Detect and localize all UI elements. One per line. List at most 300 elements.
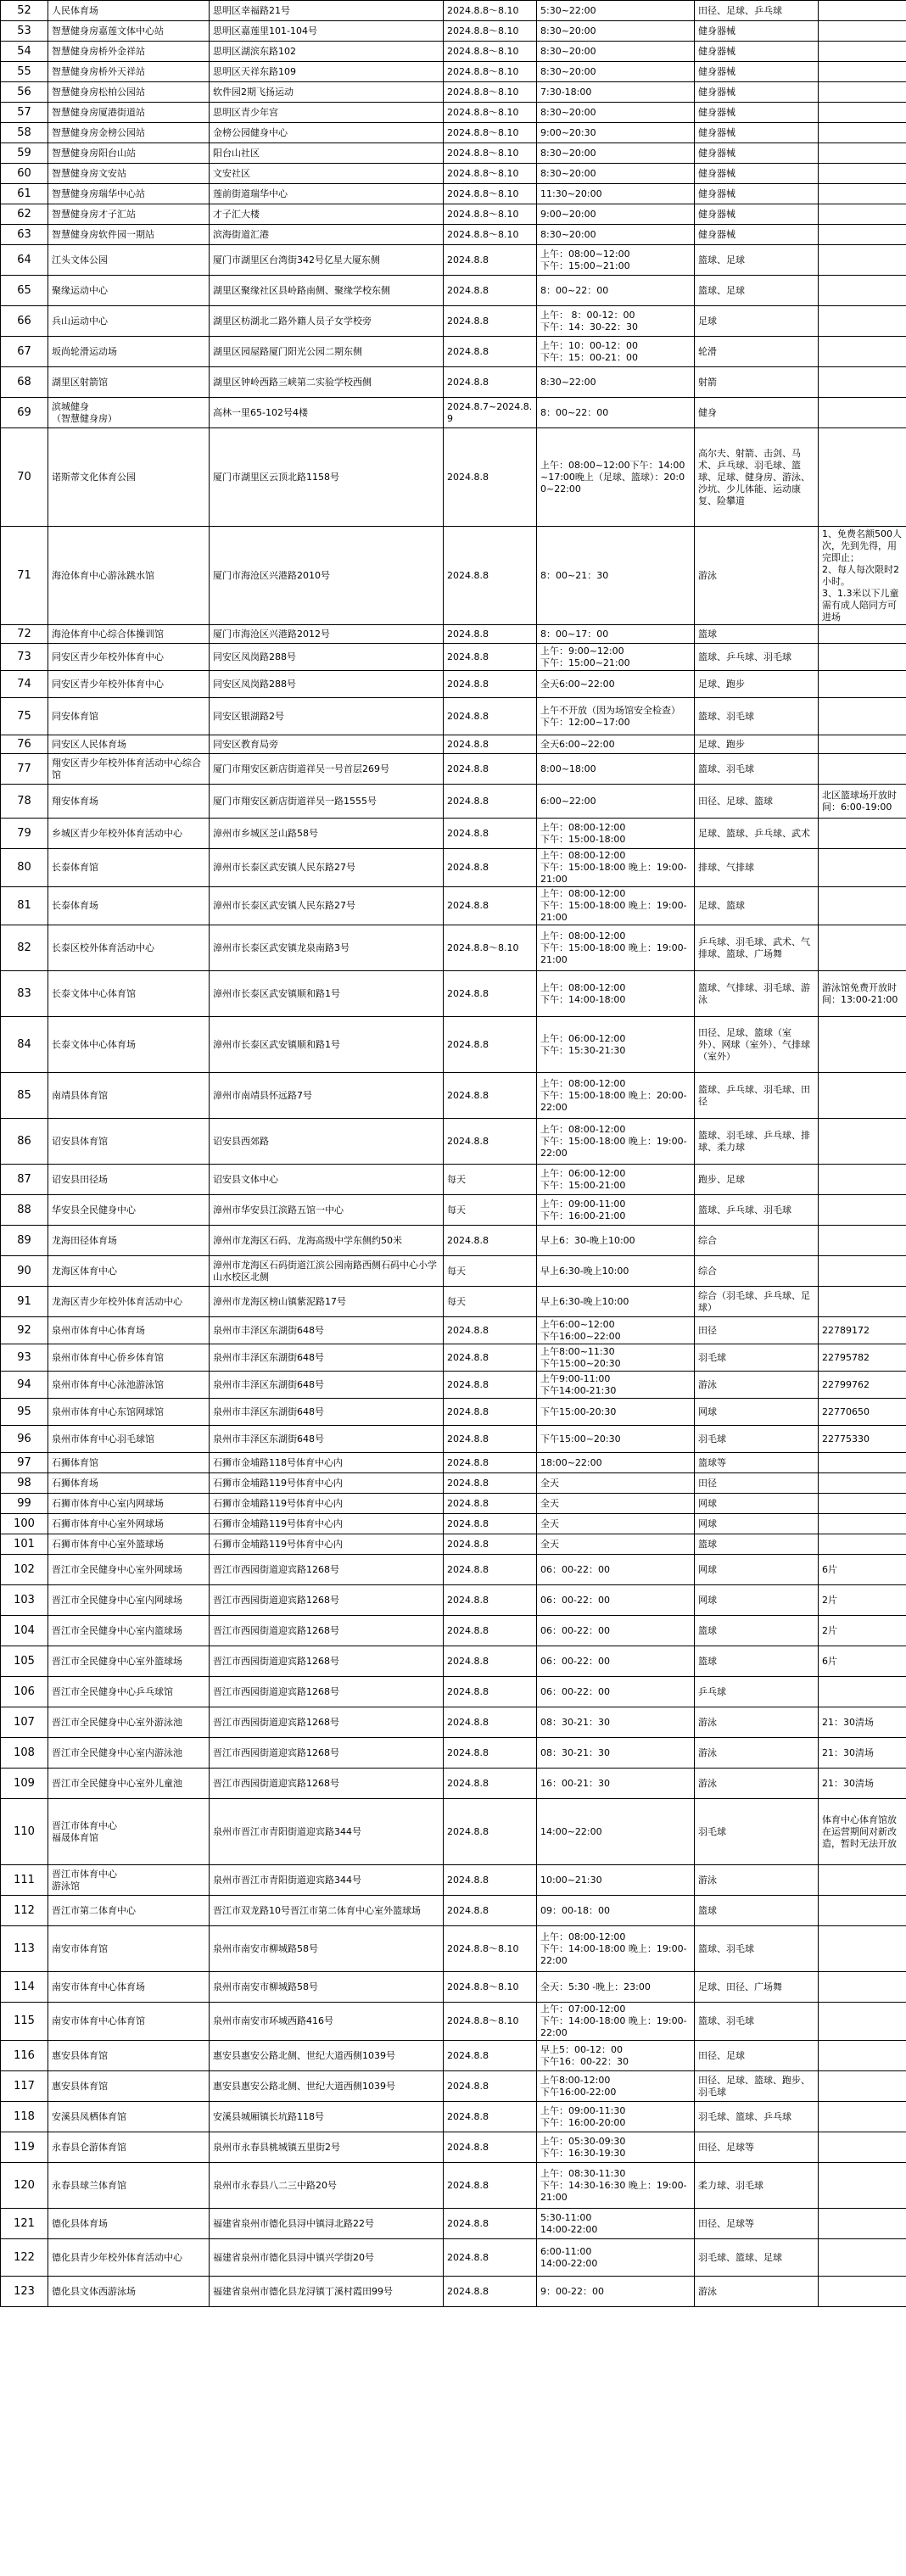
open-hours: 08：30-21：30 <box>537 1707 695 1738</box>
open-hours: 全天6:00~22:00 <box>537 671 695 698</box>
open-date: 2024.8.8 <box>444 2041 537 2071</box>
table-body <box>1 1 906 2307</box>
open-date: 2024.8.8～8.10 <box>444 143 537 164</box>
venue-name: 泉州市体育中心东馆网球馆 <box>48 1399 210 1426</box>
venue-name: 同安体育馆 <box>48 698 210 735</box>
venue-name: 泉州市体育中心羽毛球馆 <box>48 1426 210 1453</box>
venue-address: 晋江市双龙路10号晋江市第二体育中心室外篮球场 <box>210 1896 444 1926</box>
open-hours: 6:00~22:00 <box>537 785 695 819</box>
open-date: 2024.8.8 <box>444 2132 537 2163</box>
remark: 22775330 <box>819 1426 906 1453</box>
sport-items: 排球、气排球 <box>695 849 819 887</box>
row-number: 92 <box>1 1317 48 1344</box>
table-row <box>1 1119 906 1165</box>
venue-name: 晋江市全民健身中心室外网球场 <box>48 1555 210 1585</box>
open-hours: 8:30~20:00 <box>537 62 695 82</box>
table-row <box>1 2163 906 2209</box>
open-date: 2024.8.8 <box>444 1399 537 1426</box>
venue-name: 长泰体育馆 <box>48 849 210 887</box>
open-hours: 上午：05:30-09:30 下午：16:30-19:30 <box>537 2132 695 2163</box>
remark <box>819 103 906 123</box>
row-number: 63 <box>1 225 48 245</box>
remark <box>819 276 906 306</box>
remark <box>819 2132 906 2163</box>
venue-name: 安溪县凤栖体育馆 <box>48 2102 210 2132</box>
venue-name: 翔安区青少年校外体育活动中心综合馆 <box>48 754 210 785</box>
sport-items: 篮球、气排球、羽毛球、游泳 <box>695 971 819 1017</box>
open-hours: 8:30~20:00 <box>537 42 695 62</box>
open-hours: 上午：10：00-12：00 下午：15：00-21：00 <box>537 337 695 367</box>
open-date: 2024.8.8 <box>444 527 537 625</box>
sport-items: 篮球 <box>695 1646 819 1677</box>
venue-address: 思明区幸福路21号 <box>210 1 444 21</box>
row-number: 107 <box>1 1707 48 1738</box>
sport-items: 高尔夫、射箭、击剑、马术、乒乓球、羽毛球、篮球、足球、健身房、游泳、沙坑、少儿体能、运动康复、险攀道 <box>695 428 819 527</box>
open-date: 2024.8.8 <box>444 1344 537 1372</box>
table-row <box>1 245 906 276</box>
venue-address: 思明区湖滨东路102 <box>210 42 444 62</box>
venue-address: 石狮市金埔路118号体育中心内 <box>210 1453 444 1473</box>
remark <box>819 2239 906 2277</box>
row-number: 57 <box>1 103 48 123</box>
venue-address: 滨海街道汇港 <box>210 225 444 245</box>
sport-items: 游泳 <box>695 1865 819 1896</box>
row-number: 62 <box>1 204 48 225</box>
table-row <box>1 698 906 735</box>
open-date: 2024.8.8～8.10 <box>444 42 537 62</box>
table-row <box>1 2277 906 2307</box>
open-date: 2024.8.8 <box>444 2239 537 2277</box>
sport-items: 足球、田径、广场舞 <box>695 1972 819 2003</box>
row-number: 112 <box>1 1896 48 1926</box>
table-row <box>1 2209 906 2239</box>
venue-address: 泉州市丰泽区东湖街648号 <box>210 1344 444 1372</box>
open-date: 2024.8.8～8.10 <box>444 184 537 204</box>
venue-address: 泉州市永春县桃城镇五里街2号 <box>210 2132 444 2163</box>
remark: 21：30清场 <box>819 1707 906 1738</box>
remark: 22799762 <box>819 1372 906 1399</box>
remark: 2片 <box>819 1585 906 1616</box>
row-number: 117 <box>1 2071 48 2102</box>
table-row <box>1 2102 906 2132</box>
open-hours: 上午6:00~12:00 下午16:00~22:00 <box>537 1317 695 1344</box>
venue-address: 泉州市晋江市青阳街道迎宾路344号 <box>210 1865 444 1896</box>
sport-items: 健身器械 <box>695 225 819 245</box>
table-row <box>1 754 906 785</box>
sport-items: 健身器械 <box>695 82 819 103</box>
venue-address: 思明区青少年宫 <box>210 103 444 123</box>
table-row <box>1 1073 906 1119</box>
venue-address: 石狮市金埔路119号体育中心内 <box>210 1514 444 1534</box>
sport-items: 健身器械 <box>695 62 819 82</box>
table-row <box>1 1287 906 1317</box>
venue-address: 湖里区钟岭西路三峡第二实验学校西侧 <box>210 367 444 398</box>
open-date: 2024.8.8 <box>444 1226 537 1256</box>
venue-name: 诺斯蒂文化体育公园 <box>48 428 210 527</box>
venue-name: 石狮体育场 <box>48 1473 210 1494</box>
open-hours: 8:00~18:00 <box>537 754 695 785</box>
open-hours: 8：00~21：30 <box>537 527 695 625</box>
venue-name: 智慧健身房瑞华中心站 <box>48 184 210 204</box>
table-row <box>1 1 906 21</box>
table-row <box>1 2071 906 2102</box>
venue-name: 南安市体育中心体育场 <box>48 1972 210 2003</box>
venue-name: 智慧健身房嘉莲文体中心站 <box>48 21 210 42</box>
open-date: 2024.8.8～8.10 <box>444 164 537 184</box>
open-hours: 全天 <box>537 1473 695 1494</box>
open-hours: 7:30-18:00 <box>537 82 695 103</box>
sport-items: 健身器械 <box>695 164 819 184</box>
open-hours: 上午：08:00-12:00 下午：14:00-18:00 <box>537 971 695 1017</box>
open-date: 2024.8.8～8.10 <box>444 225 537 245</box>
remark <box>819 819 906 849</box>
venue-name: 龙海区体育中心 <box>48 1256 210 1287</box>
row-number: 53 <box>1 21 48 42</box>
remark <box>819 1 906 21</box>
venue-name: 泉州市体育中心体育场 <box>48 1317 210 1344</box>
open-hours: 早上6：30-晚上10:00 <box>537 1226 695 1256</box>
sport-items: 足球、篮球 <box>695 887 819 925</box>
venue-name: 智慧健身房软件园一期站 <box>48 225 210 245</box>
open-date: 2024.8.8～8.10 <box>444 204 537 225</box>
table-row <box>1 143 906 164</box>
open-date: 2024.8.8 <box>444 2163 537 2209</box>
row-number: 59 <box>1 143 48 164</box>
table-row <box>1 1865 906 1896</box>
venue-name: 兵山运动中心 <box>48 306 210 337</box>
table-row <box>1 204 906 225</box>
open-hours: 06：00-22：00 <box>537 1646 695 1677</box>
sport-items: 篮球、羽毛球 <box>695 754 819 785</box>
row-number: 58 <box>1 123 48 143</box>
open-date: 2024.8.8 <box>444 971 537 1017</box>
open-hours: 早上6:30-晚上10:00 <box>537 1287 695 1317</box>
table-row <box>1 1344 906 1372</box>
remark <box>819 164 906 184</box>
remark <box>819 1195 906 1226</box>
remark <box>819 306 906 337</box>
venue-name: 德化县体育场 <box>48 2209 210 2239</box>
sport-items: 田径、足球、篮球、跑步、羽毛球 <box>695 2071 819 2102</box>
open-hours: 16：00-21：30 <box>537 1769 695 1799</box>
open-date: 2024.8.8 <box>444 671 537 698</box>
open-date: 每天 <box>444 1256 537 1287</box>
table-row <box>1 1453 906 1473</box>
row-number: 68 <box>1 367 48 398</box>
venue-address: 才子汇大楼 <box>210 204 444 225</box>
venue-name: 乡城区青少年校外体育活动中心 <box>48 819 210 849</box>
sport-items: 健身器械 <box>695 42 819 62</box>
table-row <box>1 337 906 367</box>
open-date: 2024.8.8 <box>444 1646 537 1677</box>
row-number: 88 <box>1 1195 48 1226</box>
remark <box>819 1287 906 1317</box>
remark <box>819 1677 906 1707</box>
sport-items: 足球、跑步 <box>695 671 819 698</box>
row-number: 91 <box>1 1287 48 1317</box>
remark: 21：30清场 <box>819 1738 906 1769</box>
row-number: 94 <box>1 1372 48 1399</box>
open-date: 2024.8.8 <box>444 245 537 276</box>
sport-items: 网球 <box>695 1555 819 1585</box>
table-row <box>1 1926 906 1972</box>
venue-address: 同安区凤岗路288号 <box>210 671 444 698</box>
open-hours: 上午不开放（因为场馆安全检查） 下午：12:00~17:00 <box>537 698 695 735</box>
remark: 6片 <box>819 1555 906 1585</box>
row-number: 113 <box>1 1926 48 1972</box>
sport-items: 健身器械 <box>695 184 819 204</box>
table-row <box>1 225 906 245</box>
table-row <box>1 1972 906 2003</box>
open-date: 2024.8.8 <box>444 1555 537 1585</box>
sport-items: 篮球、足球 <box>695 276 819 306</box>
sport-items: 游泳 <box>695 527 819 625</box>
sport-items: 足球、跑步 <box>695 735 819 754</box>
table-row <box>1 1646 906 1677</box>
venue-name: 智慧健身房文安站 <box>48 164 210 184</box>
remark <box>819 2209 906 2239</box>
remark <box>819 735 906 754</box>
open-hours: 全天 <box>537 1514 695 1534</box>
table-row <box>1 644 906 671</box>
table-row <box>1 925 906 971</box>
open-hours: 下午15:00~20:30 <box>537 1426 695 1453</box>
venue-name: 同安区青少年校外体育中心 <box>48 644 210 671</box>
venue-address: 文安社区 <box>210 164 444 184</box>
open-hours: 早上5：00-12：00 下午16：00-22：30 <box>537 2041 695 2071</box>
remark <box>819 143 906 164</box>
sport-items: 跑步、足球 <box>695 1165 819 1195</box>
venue-address: 泉州市南安市柳城路58号 <box>210 1926 444 1972</box>
open-hours: 全天：5:30 -晚上：23:00 <box>537 1972 695 2003</box>
row-number: 75 <box>1 698 48 735</box>
sport-items: 游泳 <box>695 2277 819 2307</box>
venue-address: 思明区天祥东路109 <box>210 62 444 82</box>
table-row <box>1 1555 906 1585</box>
row-number: 87 <box>1 1165 48 1195</box>
open-date: 2024.8.8 <box>444 306 537 337</box>
open-hours: 上午：08:00-12:00 下午：15:00-18:00 晚上：19:00-22:00 <box>537 1119 695 1165</box>
sport-items: 游泳 <box>695 1769 819 1799</box>
table-row <box>1 1473 906 1494</box>
table-row <box>1 527 906 625</box>
sport-items: 篮球 <box>695 1896 819 1926</box>
remark <box>819 849 906 887</box>
open-hours: 上午： 8：00-12：00 下午：14：30-22：30 <box>537 306 695 337</box>
row-number: 96 <box>1 1426 48 1453</box>
open-hours: 上午：08:00-12:00 下午：15:00-18:00 晚上：20:00-22:00 <box>537 1073 695 1119</box>
row-number: 109 <box>1 1769 48 1799</box>
open-date: 2024.8.8～8.10 <box>444 1972 537 2003</box>
remark <box>819 1453 906 1473</box>
open-hours: 上午：06:00-12:00 下午：15:00-21:00 <box>537 1165 695 1195</box>
sport-items: 羽毛球、篮球、乒乓球 <box>695 2102 819 2132</box>
table-row <box>1 1677 906 1707</box>
venue-address: 厦门市湖里区云顶北路1158号 <box>210 428 444 527</box>
venue-address: 石狮市金埔路119号体育中心内 <box>210 1494 444 1514</box>
open-date: 2024.8.8 <box>444 819 537 849</box>
row-number: 70 <box>1 428 48 527</box>
open-date: 2024.8.8～8.10 <box>444 123 537 143</box>
venue-address: 湖里区枋湖北二路外籍人员子女学校旁 <box>210 306 444 337</box>
remark <box>819 1256 906 1287</box>
venue-name: 长泰体育场 <box>48 887 210 925</box>
row-number: 122 <box>1 2239 48 2277</box>
row-number: 73 <box>1 644 48 671</box>
venue-name: 滨城健身 （智慧健身房） <box>48 398 210 428</box>
row-number: 111 <box>1 1865 48 1896</box>
venue-address: 同安区凤岗路288号 <box>210 644 444 671</box>
open-date: 2024.8.8 <box>444 754 537 785</box>
table-row <box>1 1769 906 1799</box>
venue-name: 海沧体育中心游泳跳水馆 <box>48 527 210 625</box>
sport-items: 轮滑 <box>695 337 819 367</box>
remark <box>819 398 906 428</box>
open-hours: 8:30~20:00 <box>537 143 695 164</box>
row-number: 106 <box>1 1677 48 1707</box>
open-hours: 6:00-11:00 14:00-22:00 <box>537 2239 695 2277</box>
table-row <box>1 398 906 428</box>
open-hours: 上午：08:00~12:00下午：14:00~17:00晚上（足球、篮球）：20:00~22:00 <box>537 428 695 527</box>
open-hours: 上午：09:00-11:30 下午：16:00-20:00 <box>537 2102 695 2132</box>
venue-name: 智慧健身房才子汇站 <box>48 204 210 225</box>
venue-address: 福建省泉州市德化县浔中镇浔北路22号 <box>210 2209 444 2239</box>
remark <box>819 1119 906 1165</box>
remark: 2片 <box>819 1616 906 1646</box>
venue-address: 漳州市龙海区榜山镇紫泥路17号 <box>210 1287 444 1317</box>
open-date: 2024.8.8 <box>444 785 537 819</box>
table-row <box>1 306 906 337</box>
sport-items: 篮球、足球 <box>695 245 819 276</box>
open-hours: 06：00-22：00 <box>537 1555 695 1585</box>
venue-name: 龙海区青少年校外体育活动中心 <box>48 1287 210 1317</box>
remark <box>819 1534 906 1555</box>
open-hours: 全天 <box>537 1494 695 1514</box>
row-number: 114 <box>1 1972 48 2003</box>
table-row <box>1 1799 906 1865</box>
row-number: 89 <box>1 1226 48 1256</box>
venue-name: 长泰文体中心体育场 <box>48 1017 210 1073</box>
row-number: 81 <box>1 887 48 925</box>
venue-name: 长泰区校外体育活动中心 <box>48 925 210 971</box>
venue-address: 莲前街道瑞华中心 <box>210 184 444 204</box>
venue-name: 石狮市体育中心室外篮球场 <box>48 1534 210 1555</box>
remark <box>819 1514 906 1534</box>
open-hours: 06：00-22：00 <box>537 1585 695 1616</box>
venue-name: 湖里区射箭馆 <box>48 367 210 398</box>
table-row <box>1 1017 906 1073</box>
sport-items: 羽毛球、篮球、足球 <box>695 2239 819 2277</box>
row-number: 93 <box>1 1344 48 1372</box>
sport-items: 田径、足球、篮球 <box>695 785 819 819</box>
remark <box>819 1073 906 1119</box>
open-date: 2024.8.8 <box>444 367 537 398</box>
open-date: 每天 <box>444 1165 537 1195</box>
row-number: 118 <box>1 2102 48 2132</box>
open-date: 2024.8.8 <box>444 276 537 306</box>
sport-items: 篮球 <box>695 1616 819 1646</box>
open-hours: 09：00-18：00 <box>537 1896 695 1926</box>
venue-address: 晋江市西园街道迎宾路1268号 <box>210 1616 444 1646</box>
open-date: 2024.8.8 <box>444 2102 537 2132</box>
venue-name: 石狮市体育中心室内网球场 <box>48 1494 210 1514</box>
venue-name: 永春县球兰体育馆 <box>48 2163 210 2209</box>
row-number: 52 <box>1 1 48 21</box>
remark <box>819 2277 906 2307</box>
venue-name: 聚缘运动中心 <box>48 276 210 306</box>
row-number: 121 <box>1 2209 48 2239</box>
venue-name: 晋江市体育中心 游泳馆 <box>48 1865 210 1896</box>
remark <box>819 1017 906 1073</box>
table-row <box>1 1896 906 1926</box>
venue-name: 智慧健身房桥外金祥站 <box>48 42 210 62</box>
remark: 6片 <box>819 1646 906 1677</box>
row-number: 64 <box>1 245 48 276</box>
sport-items: 羽毛球 <box>695 1799 819 1865</box>
sport-items: 游泳 <box>695 1707 819 1738</box>
row-number: 103 <box>1 1585 48 1616</box>
sport-items: 网球 <box>695 1494 819 1514</box>
venue-address: 高林一里65-102号4楼 <box>210 398 444 428</box>
remark <box>819 2163 906 2209</box>
sport-items: 篮球 <box>695 625 819 644</box>
table-row <box>1 42 906 62</box>
sport-items: 射箭 <box>695 367 819 398</box>
open-date: 2024.8.8 <box>444 337 537 367</box>
sport-items: 网球 <box>695 1585 819 1616</box>
venue-name: 智慧健身房桥外天祥站 <box>48 62 210 82</box>
remark <box>819 671 906 698</box>
row-number: 77 <box>1 754 48 785</box>
venue-address: 泉州市永春县八二三中路20号 <box>210 2163 444 2209</box>
row-number: 79 <box>1 819 48 849</box>
sport-items: 健身器械 <box>695 143 819 164</box>
venue-name: 诏安县体育馆 <box>48 1119 210 1165</box>
open-date: 2024.8.8 <box>444 1017 537 1073</box>
sport-items: 足球、篮球、乒乓球、武术 <box>695 819 819 849</box>
venue-address: 漳州市乡城区芝山路58号 <box>210 819 444 849</box>
open-hours: 全天6:00~22:00 <box>537 735 695 754</box>
sport-items: 羽毛球 <box>695 1344 819 1372</box>
venue-address: 漳州市龙海区石码街道江滨公园南路西侧石码中心小学山水校区北侧 <box>210 1256 444 1287</box>
sport-items: 田径 <box>695 1473 819 1494</box>
open-date: 2024.8.8～8.10 <box>444 1926 537 1972</box>
open-hours: 8:30~22:00 <box>537 367 695 398</box>
open-date: 2024.8.8～8.10 <box>444 925 537 971</box>
venue-address: 软件园2期飞扬运动 <box>210 82 444 103</box>
row-number: 80 <box>1 849 48 887</box>
venue-address: 湖里区园屋路厦门阳光公园二期东侧 <box>210 337 444 367</box>
open-hours: 8:30~20:00 <box>537 21 695 42</box>
venue-address: 同安区银湖路2号 <box>210 698 444 735</box>
open-date: 2024.8.8 <box>444 735 537 754</box>
open-hours: 上午：09:00-11:00 下午：16:00-21:00 <box>537 1195 695 1226</box>
open-hours: 11:30~20:00 <box>537 184 695 204</box>
open-date: 2024.8.8～8.10 <box>444 82 537 103</box>
remark <box>819 625 906 644</box>
remark: 21：30清场 <box>819 1769 906 1799</box>
remark <box>819 2071 906 2102</box>
row-number: 69 <box>1 398 48 428</box>
remark <box>819 698 906 735</box>
sport-items: 田径、足球、篮球（室外）、网球（室外）、气排球（室外） <box>695 1017 819 1073</box>
table-row <box>1 1738 906 1769</box>
open-hours: 上午：08:00~12:00 下午：15:00~21:00 <box>537 245 695 276</box>
open-date: 2024.8.8 <box>444 1494 537 1514</box>
open-date: 2024.8.8 <box>444 1799 537 1865</box>
open-hours: 5:30~22:00 <box>537 1 695 21</box>
remark <box>819 1473 906 1494</box>
